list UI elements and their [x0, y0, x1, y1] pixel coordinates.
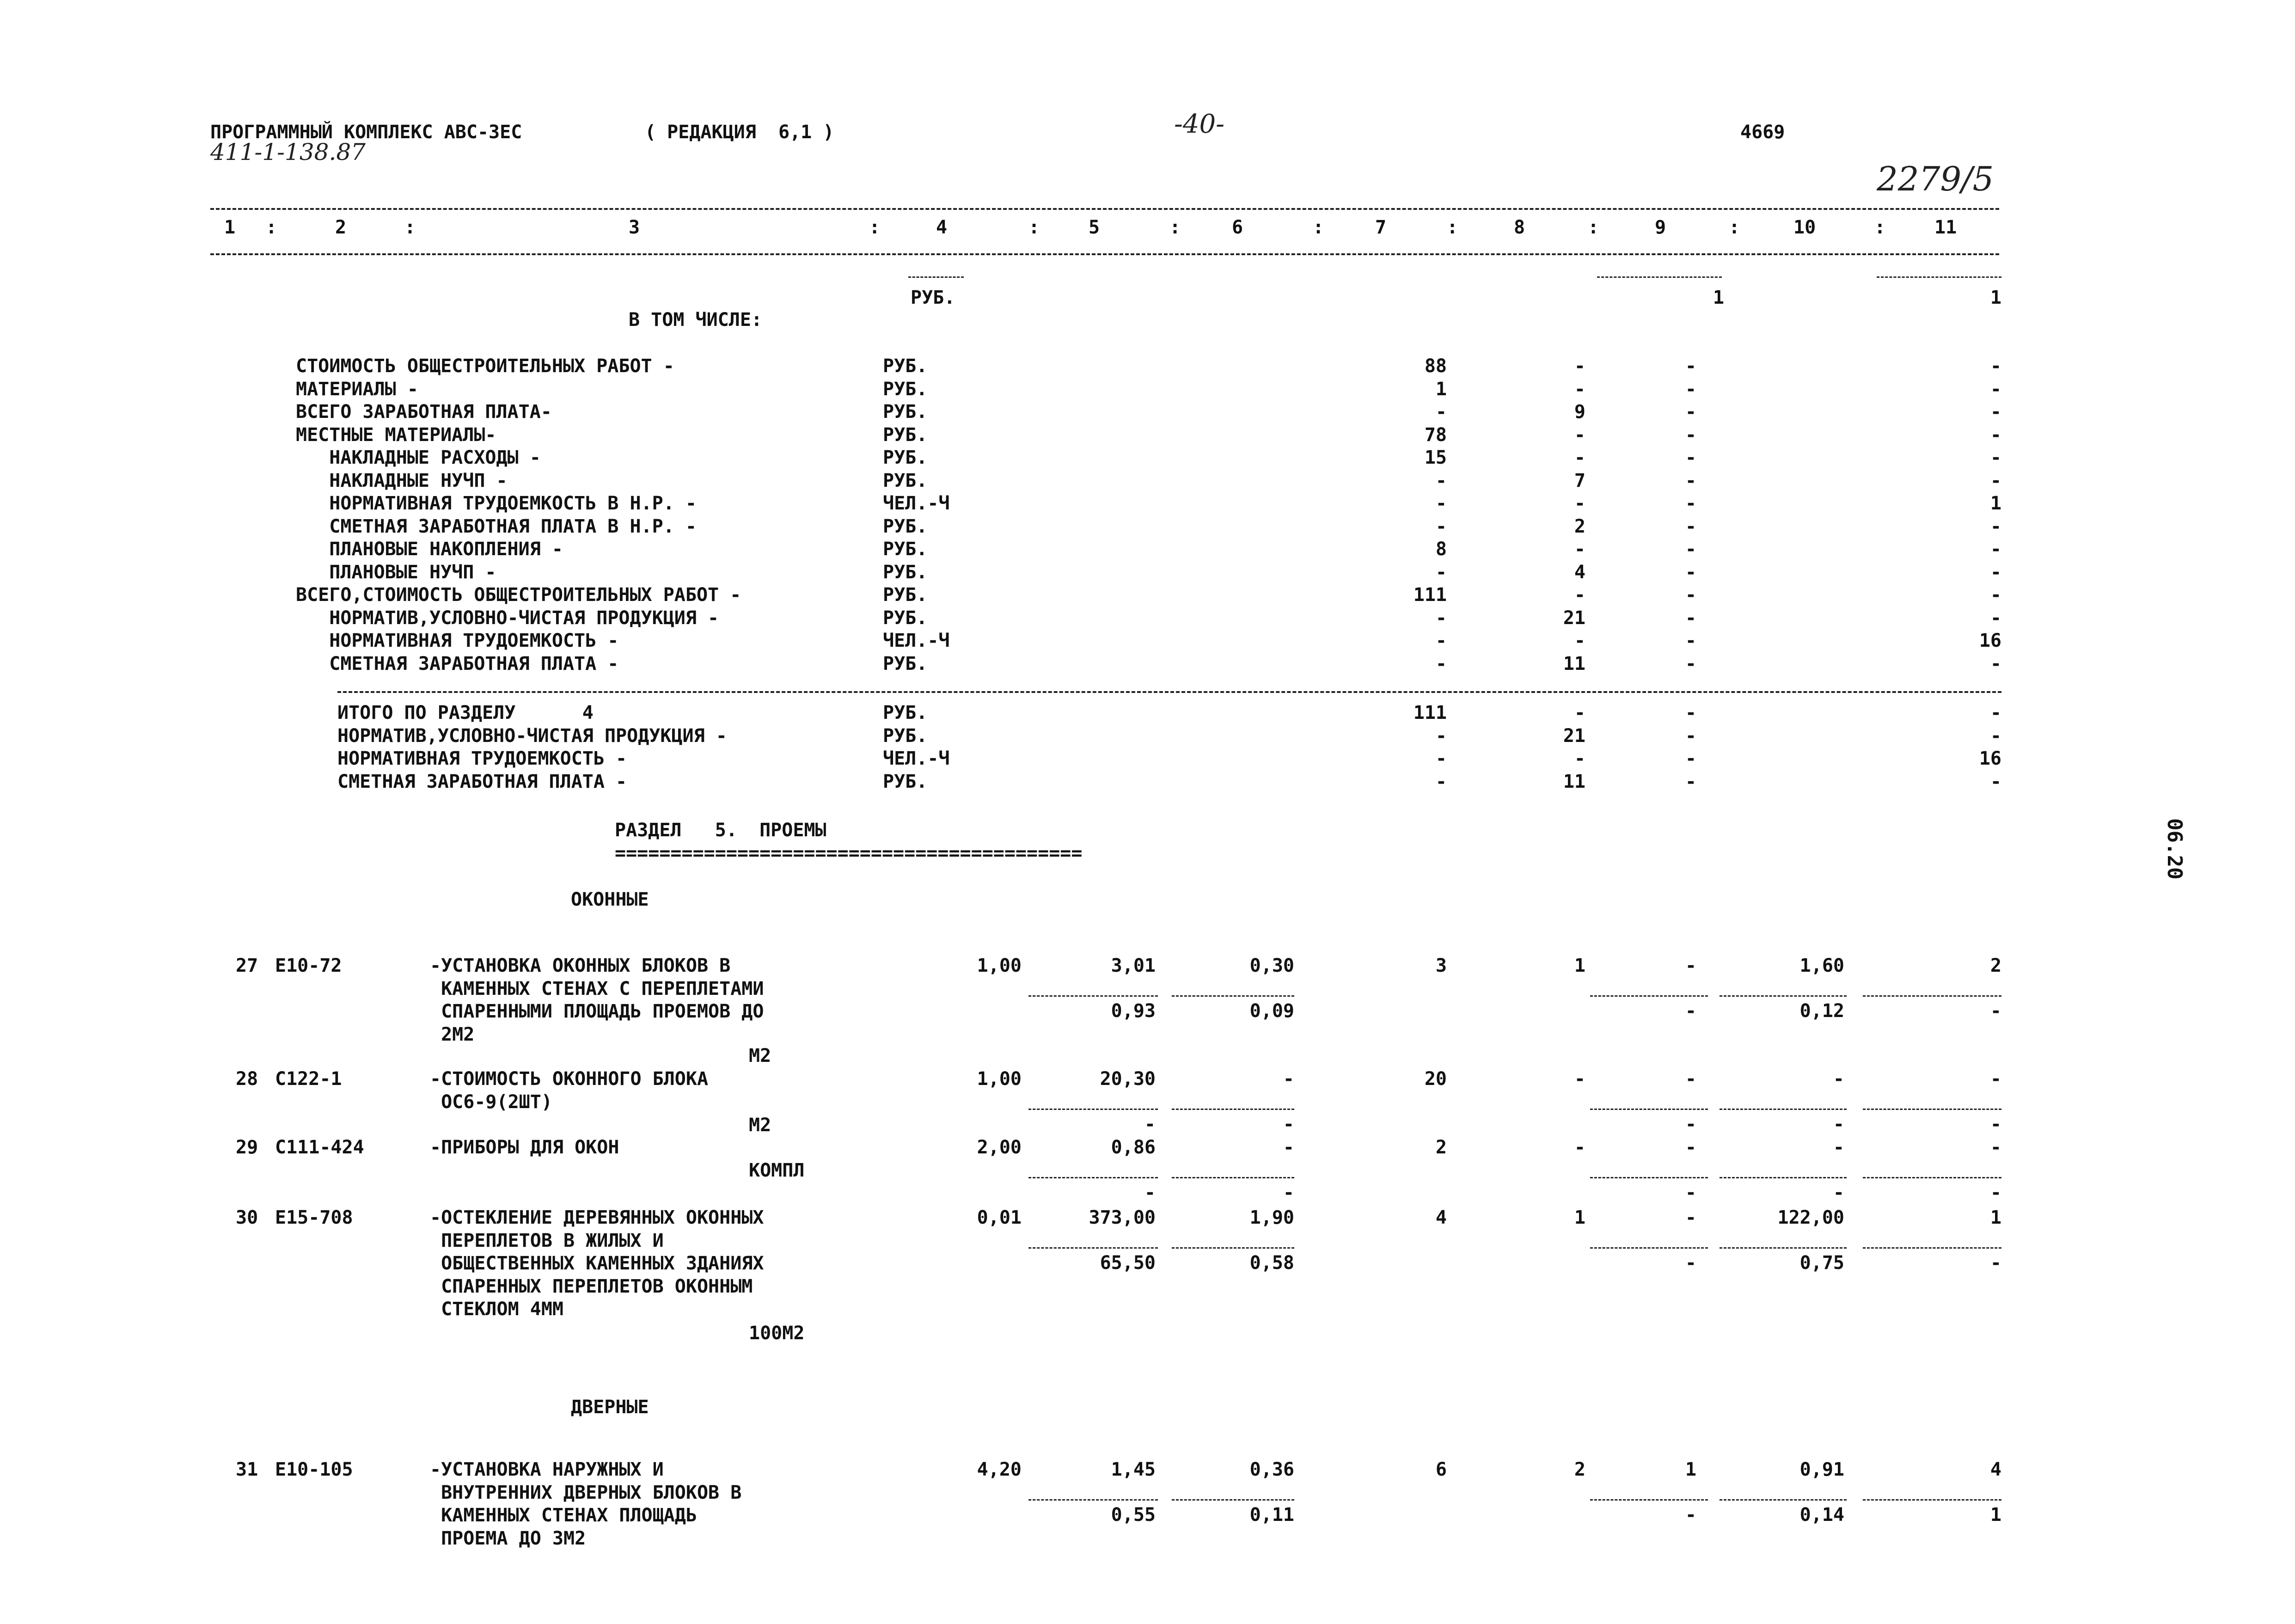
cell-divider-rule [1028, 1109, 1158, 1110]
item-description-line: -УСТАНОВКА НАРУЖНЫХ И [430, 1459, 664, 1480]
top-row-col11: 1 [1990, 287, 2001, 308]
item-col5-sub: 0,55 [1111, 1504, 1156, 1526]
breakdown-col9: - [1685, 539, 1696, 560]
edition-label: ( РЕДАКЦИЯ 6,1 ) [645, 122, 834, 143]
breakdown-label: ПЛАНОВЫЕ НУЧП - [296, 561, 496, 583]
breakdown-unit: ЧЕЛ.-Ч [883, 630, 950, 651]
column-separator: : [1028, 217, 1040, 238]
cell-divider-rule [1172, 1177, 1294, 1178]
item-unit: М2 [749, 1115, 771, 1136]
breakdown-col8: - [1574, 584, 1585, 606]
item-col5: 0,86 [1111, 1137, 1156, 1158]
item-col6-sub: - [1283, 1114, 1294, 1135]
item-col10: 122,00 [1777, 1207, 1844, 1228]
item-col11: 1 [1990, 1207, 2001, 1228]
item-description-line: 2М2 [430, 1023, 475, 1045]
item-code: Е10-72 [275, 955, 342, 976]
item-col9: 1 [1685, 1459, 1696, 1480]
column-separator: : [1874, 217, 1886, 238]
total-unit: РУБ. [883, 702, 928, 723]
breakdown-label: СТОИМОСТЬ ОБЩЕСТРОИТЕЛЬНЫХ РАБОТ - [296, 355, 674, 377]
breakdown-col11: - [1990, 401, 2001, 423]
breakdown-col9: - [1685, 584, 1696, 606]
total-unit: ЧЕЛ.-Ч [883, 748, 950, 769]
total-col11: 16 [1979, 748, 2001, 769]
breakdown-label: НАКЛАДНЫЕ НУЧП - [296, 470, 508, 491]
cell-divider-rule [1863, 995, 2001, 997]
breakdown-unit: РУБ. [883, 424, 928, 446]
cell-divider-rule [1863, 1109, 2001, 1110]
cell-divider-rule [1720, 995, 1847, 997]
breakdown-col7: - [1435, 515, 1447, 537]
column-separator: : [266, 217, 277, 238]
cell-divider-rule [1590, 1109, 1708, 1110]
item-qty: 0,01 [977, 1207, 1022, 1228]
breakdown-col8: 9 [1574, 401, 1585, 423]
column-header-2: 2 [335, 217, 347, 238]
item-qty: 1,00 [977, 1068, 1022, 1090]
breakdown-col9: - [1685, 630, 1696, 651]
cell-divider-rule [1172, 1499, 1294, 1501]
column-header-7: 7 [1375, 217, 1387, 238]
total-col9: - [1685, 702, 1696, 723]
cell-divider-rule [1028, 1499, 1158, 1501]
item-col7: 2 [1435, 1137, 1447, 1158]
breakdown-col11: - [1990, 561, 2001, 583]
breakdown-unit: РУБ. [883, 515, 928, 537]
item-number: 31 [236, 1459, 258, 1480]
item-col11: 2 [1990, 955, 2001, 976]
header-rule-top [210, 208, 1999, 210]
item-col10-sub: 0,14 [1799, 1504, 1844, 1526]
breakdown-col9: - [1685, 378, 1696, 400]
total-col8: 11 [1563, 771, 1585, 792]
rule [908, 276, 964, 278]
cell-divider-rule [1863, 1177, 2001, 1178]
breakdown-col11: - [1990, 447, 2001, 468]
breakdown-col9: - [1685, 493, 1696, 514]
item-col6: 0,36 [1249, 1459, 1294, 1480]
item-description-line: КАМЕННЫХ СТЕНАХ С ПЕРЕПЛЕТАМИ [430, 978, 764, 999]
item-col5: 3,01 [1111, 955, 1156, 976]
total-col11: - [1990, 771, 2001, 792]
item-col11-sub: - [1990, 1114, 2001, 1135]
breakdown-col8: - [1574, 539, 1585, 560]
total-unit: РУБ. [883, 725, 928, 747]
breakdown-col7: 111 [1413, 584, 1447, 606]
item-col7: 3 [1435, 955, 1447, 976]
total-col9: - [1685, 771, 1696, 792]
item-col10-sub: 0,12 [1799, 1000, 1844, 1022]
item-col6: 1,90 [1249, 1207, 1294, 1228]
breakdown-label: МЕСТНЫЕ МАТЕРИАЛЫ- [296, 424, 496, 446]
breakdown-col7: 1 [1435, 378, 1447, 400]
item-col8: 2 [1574, 1459, 1585, 1480]
column-header-4: 4 [936, 217, 948, 238]
total-unit: РУБ. [883, 771, 928, 792]
item-col5-sub: 0,93 [1111, 1000, 1156, 1022]
item-col10: 0,91 [1799, 1459, 1844, 1480]
breakdown-col8: - [1574, 355, 1585, 377]
cell-divider-rule [1590, 1499, 1708, 1501]
breakdown-col7: - [1435, 401, 1447, 423]
breakdown-col9: - [1685, 355, 1696, 377]
column-header-5: 5 [1089, 217, 1100, 238]
breakdown-col9: - [1685, 515, 1696, 537]
item-col10-sub: - [1833, 1114, 1844, 1135]
item-col11: - [1990, 1068, 2001, 1090]
top-row-col9: 1 [1713, 287, 1724, 308]
breakdown-label: НОРМАТИВНАЯ ТРУДОЕМКОСТЬ В Н.Р. - [296, 493, 697, 514]
subsection-doors: ДВЕРНЫЕ [571, 1397, 649, 1418]
breakdown-col7: - [1435, 493, 1447, 514]
breakdown-label: МАТЕРИАЛЫ - [296, 378, 418, 400]
rule [1877, 276, 2001, 278]
breakdown-col11: - [1990, 378, 2001, 400]
total-col11: - [1990, 702, 2001, 723]
breakdown-col7: - [1435, 470, 1447, 491]
column-header-1: 1 [224, 217, 236, 238]
item-description-line: ОС6-9(2ШТ) [430, 1091, 552, 1113]
breakdown-col11: - [1990, 539, 2001, 560]
breakdown-col11: - [1990, 470, 2001, 491]
total-col11: - [1990, 725, 2001, 747]
breakdown-unit: РУБ. [883, 470, 928, 491]
cell-divider-rule [1863, 1499, 2001, 1501]
cell-divider-rule [1028, 995, 1158, 997]
item-col5: 373,00 [1089, 1207, 1156, 1228]
total-col7: - [1435, 725, 1447, 747]
breakdown-label: СМЕТНАЯ ЗАРАБОТНАЯ ПЛАТА В Н.Р. - [296, 515, 697, 537]
breakdown-unit: РУБ. [883, 561, 928, 583]
column-header-9: 9 [1655, 217, 1666, 238]
item-unit: КОМПЛ [749, 1160, 805, 1181]
column-header-8: 8 [1514, 217, 1525, 238]
item-col9-sub: - [1685, 1252, 1696, 1274]
column-header-10: 10 [1793, 217, 1816, 238]
breakdown-col11: - [1990, 607, 2001, 629]
handwritten-project-code: 411-1-138.87 [210, 139, 366, 165]
item-col6-sub: - [1283, 1182, 1294, 1203]
item-col8: - [1574, 1068, 1585, 1090]
item-col5-sub: 65,50 [1100, 1252, 1156, 1274]
breakdown-col8: 11 [1563, 653, 1585, 674]
section-total-rule [337, 691, 2001, 693]
item-col5: 1,45 [1111, 1459, 1156, 1480]
breakdown-unit: ЧЕЛ.-Ч [883, 493, 950, 514]
column-header-3: 3 [629, 217, 640, 238]
item-code: Е15-708 [275, 1207, 353, 1228]
cell-divider-rule [1720, 1247, 1847, 1249]
doc-code: 4669 [1740, 122, 1785, 143]
column-separator: : [1169, 217, 1181, 238]
item-description-line: СТЕКЛОМ 4ММ [430, 1299, 563, 1320]
item-qty: 2,00 [977, 1137, 1022, 1158]
item-col5-sub: - [1144, 1114, 1156, 1135]
breakdown-col9: - [1685, 607, 1696, 629]
breakdown-col7: - [1435, 607, 1447, 629]
item-col11-sub: - [1990, 1252, 2001, 1274]
cell-divider-rule [1720, 1177, 1847, 1178]
item-description-line: ОБЩЕСТВЕННЫХ КАМЕННЫХ ЗДАНИЯХ [430, 1253, 764, 1274]
breakdown-col11: 1 [1990, 493, 2001, 514]
item-col6: - [1283, 1068, 1294, 1090]
breakdown-col11: - [1990, 515, 2001, 537]
item-col7: 6 [1435, 1459, 1447, 1480]
breakdown-col9: - [1685, 424, 1696, 446]
sheet-reference: 2279/5 [1877, 159, 1994, 198]
item-col11-sub: - [1990, 1000, 2001, 1022]
cell-divider-rule [1863, 1247, 2001, 1249]
rule [1597, 276, 1722, 278]
item-description-line: -ОСТЕКЛЕНИЕ ДЕРЕВЯННЫХ ОКОННЫХ [430, 1207, 764, 1228]
item-description-line: СПАРЕННЫМИ ПЛОЩАДЬ ПРОЕМОВ ДО [430, 1001, 764, 1022]
breakdown-col8: - [1574, 493, 1585, 514]
column-separator: : [1313, 217, 1324, 238]
item-description-line: ВНУТРЕННИХ ДВЕРНЫХ БЛОКОВ В [430, 1482, 742, 1503]
breakdown-col9: - [1685, 561, 1696, 583]
breakdown-label: ПЛАНОВЫЕ НАКОПЛЕНИЯ - [296, 539, 563, 560]
column-separator: : [1729, 217, 1740, 238]
item-col9-sub: - [1685, 1182, 1696, 1203]
page-number: -40- [1174, 109, 1225, 139]
item-description-line: -УСТАНОВКА ОКОННЫХ БЛОКОВ В [430, 955, 731, 976]
program-title: ПРОГРАММНЫЙ КОМПЛЕКС АВС-3ЕС [210, 122, 522, 143]
item-col5-sub: - [1144, 1182, 1156, 1203]
breakdown-label: СМЕТНАЯ ЗАРАБОТНАЯ ПЛАТА - [296, 653, 619, 674]
breakdown-col9: - [1685, 401, 1696, 423]
item-col9: - [1685, 955, 1696, 976]
breakdown-col7: - [1435, 561, 1447, 583]
cell-divider-rule [1590, 995, 1708, 997]
total-col8: - [1574, 748, 1585, 769]
item-col8: 1 [1574, 955, 1585, 976]
breakdown-label: ВСЕГО,СТОИМОСТЬ ОБЩЕСТРОИТЕЛЬНЫХ РАБОТ - [296, 584, 741, 606]
column-header-11: 11 [1934, 217, 1957, 238]
breakdown-col8: 2 [1574, 515, 1585, 537]
cell-divider-rule [1172, 1109, 1294, 1110]
item-col6-sub: 0,11 [1249, 1504, 1294, 1526]
breakdown-col8: 4 [1574, 561, 1585, 583]
column-separator: : [404, 217, 416, 238]
item-description-line: СПАРЕННЫХ ПЕРЕПЛЕТОВ ОКОННЫМ [430, 1275, 753, 1297]
breakdown-unit: РУБ. [883, 401, 928, 423]
item-description-line: ПРОЕМА ДО 3М2 [430, 1527, 586, 1549]
breakdown-unit: РУБ. [883, 653, 928, 674]
item-description-line: -СТОИМОСТЬ ОКОННОГО БЛОКА [430, 1068, 709, 1090]
item-code: С122-1 [275, 1068, 342, 1090]
item-col10: - [1833, 1137, 1844, 1158]
item-col10-sub: 0,75 [1799, 1252, 1844, 1274]
breakdown-label: НОРМАТИВ,УСЛОВНО-ЧИСТАЯ ПРОДУКЦИЯ - [296, 607, 719, 629]
column-separator: : [1588, 217, 1599, 238]
item-col11: 4 [1990, 1459, 2001, 1480]
cell-divider-rule [1720, 1499, 1847, 1501]
column-separator: : [1447, 217, 1458, 238]
item-description-line: КАМЕННЫХ СТЕНАХ ПЛОЩАДЬ [430, 1505, 697, 1526]
breakdown-unit: РУБ. [883, 607, 928, 629]
breakdown-col11: - [1990, 355, 2001, 377]
item-col8: 1 [1574, 1207, 1585, 1228]
item-col7: 20 [1424, 1068, 1447, 1090]
breakdown-col9: - [1685, 447, 1696, 468]
item-number: 28 [236, 1068, 258, 1090]
item-col10-sub: - [1833, 1182, 1844, 1203]
breakdown-col7: - [1435, 653, 1447, 674]
breakdown-unit: РУБ. [883, 355, 928, 377]
item-col9-sub: - [1685, 1504, 1696, 1526]
column-separator: : [869, 217, 881, 238]
item-col8: - [1574, 1137, 1585, 1158]
total-col7: - [1435, 771, 1447, 792]
breakdown-unit: РУБ. [883, 447, 928, 468]
breakdown-col8: 7 [1574, 470, 1585, 491]
item-code: С111-424 [275, 1137, 364, 1158]
item-col6: - [1283, 1137, 1294, 1158]
total-label: СМЕТНАЯ ЗАРАБОТНАЯ ПЛАТА - [337, 771, 627, 792]
item-col7: 4 [1435, 1207, 1447, 1228]
total-col8: - [1574, 702, 1585, 723]
item-qty: 4,20 [977, 1459, 1022, 1480]
item-col6: 0,30 [1249, 955, 1294, 976]
breakdown-col8: - [1574, 424, 1585, 446]
breakdown-label: ВСЕГО ЗАРАБОТНАЯ ПЛАТА- [296, 401, 552, 423]
item-col6-sub: 0,58 [1249, 1252, 1294, 1274]
breakdown-col7: 8 [1435, 539, 1447, 560]
cell-divider-rule [1028, 1247, 1158, 1249]
item-col9: - [1685, 1207, 1696, 1228]
item-col11-sub: 1 [1990, 1504, 2001, 1526]
breakdown-col8: - [1574, 378, 1585, 400]
breakdown-label: НОРМАТИВНАЯ ТРУДОЕМКОСТЬ - [296, 630, 619, 651]
item-col11-sub: - [1990, 1182, 2001, 1203]
total-label: НОРМАТИВНАЯ ТРУДОЕМКОСТЬ - [337, 748, 627, 769]
subsection-windows: ОКОННЫЕ [571, 889, 649, 910]
item-col9: - [1685, 1068, 1696, 1090]
item-col5: 20,30 [1100, 1068, 1156, 1090]
item-col10: 1,60 [1799, 955, 1844, 976]
item-col6-sub: 0,09 [1249, 1000, 1294, 1022]
item-col9-sub: - [1685, 1114, 1696, 1135]
breakdown-col9: - [1685, 653, 1696, 674]
cell-divider-rule [1590, 1247, 1708, 1249]
total-label: НОРМАТИВ,УСЛОВНО-ЧИСТАЯ ПРОДУКЦИЯ - [337, 725, 727, 747]
breakdown-col7: 15 [1424, 447, 1447, 468]
breakdown-col7: 88 [1424, 355, 1447, 377]
total-col9: - [1685, 748, 1696, 769]
cell-divider-rule [1720, 1109, 1847, 1110]
section-title: РАЗДЕЛ 5. ПРОЕМЫ [615, 820, 826, 841]
item-qty: 1,00 [977, 955, 1022, 976]
including-label: В ТОМ ЧИСЛЕ: [629, 309, 762, 331]
item-col11: - [1990, 1137, 2001, 1158]
top-row-unit: РУБ. [911, 287, 955, 308]
item-description-line: -ПРИБОРЫ ДЛЯ ОКОН [430, 1137, 619, 1158]
item-number: 27 [236, 955, 258, 976]
item-number: 30 [236, 1207, 258, 1228]
total-label: ИТОГО ПО РАЗДЕЛУ 4 [337, 702, 594, 723]
total-col9: - [1685, 725, 1696, 747]
side-label: 06.20 [2163, 818, 2186, 880]
breakdown-col8: - [1574, 447, 1585, 468]
breakdown-col11: 16 [1979, 630, 2001, 651]
total-col7: 111 [1413, 702, 1447, 723]
column-header-6: 6 [1232, 217, 1243, 238]
breakdown-col11: - [1990, 424, 2001, 446]
breakdown-col8: 21 [1563, 607, 1585, 629]
breakdown-col9: - [1685, 470, 1696, 491]
cell-divider-rule [1028, 1177, 1158, 1178]
breakdown-unit: РУБ. [883, 584, 928, 606]
item-unit: М2 [749, 1045, 771, 1066]
total-col8: 21 [1563, 725, 1585, 747]
breakdown-col11: - [1990, 653, 2001, 674]
item-col9-sub: - [1685, 1000, 1696, 1022]
item-unit: 100М2 [749, 1323, 805, 1344]
header-rule-bottom [210, 253, 1999, 255]
breakdown-col7: - [1435, 630, 1447, 651]
cell-divider-rule [1172, 1247, 1294, 1249]
item-code: Е10-105 [275, 1459, 353, 1480]
item-number: 29 [236, 1137, 258, 1158]
cell-divider-rule [1590, 1177, 1708, 1178]
section-title-underline: ========================================== [615, 843, 1083, 864]
breakdown-col8: - [1574, 630, 1585, 651]
breakdown-unit: РУБ. [883, 378, 928, 400]
cell-divider-rule [1172, 995, 1294, 997]
item-col9: - [1685, 1137, 1696, 1158]
item-col10: - [1833, 1068, 1844, 1090]
breakdown-col11: - [1990, 584, 2001, 606]
breakdown-label: НАКЛАДНЫЕ РАСХОДЫ - [296, 447, 541, 468]
breakdown-col7: 78 [1424, 424, 1447, 446]
breakdown-unit: РУБ. [883, 539, 928, 560]
item-description-line: ПЕРЕПЛЕТОВ В ЖИЛЫХ И [430, 1230, 664, 1251]
total-col7: - [1435, 748, 1447, 769]
